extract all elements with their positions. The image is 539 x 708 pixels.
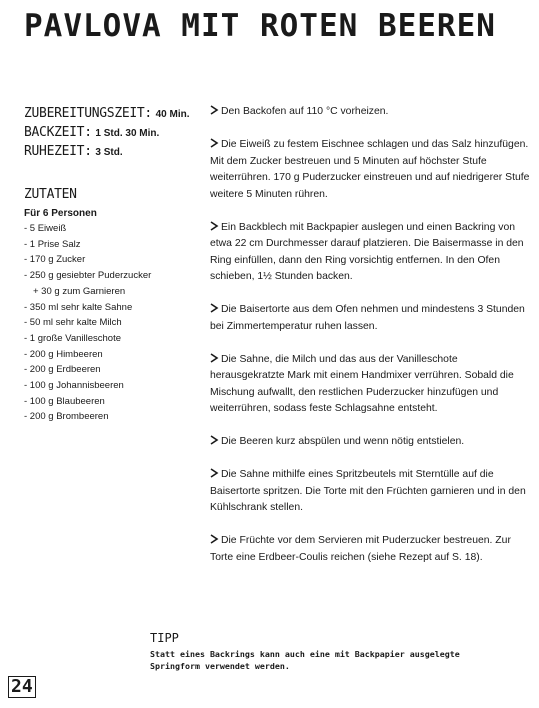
- ingredient-item: - 350 ml sehr kalte Sahne: [24, 301, 133, 313]
- ingredient-item: - 100 g Johannisbeeren: [24, 380, 124, 392]
- instructions-column: [210, 104, 530, 583]
- ingredient-item: - 100 g Blaubeeren: [24, 395, 105, 407]
- instruction-step: [210, 137, 530, 203]
- chevron-right-icon: [210, 303, 219, 313]
- instruction-step: [210, 533, 530, 566]
- chevron-right-icon: [210, 138, 219, 148]
- recipe-title: PAVLOVA MIT ROTEN BEEREN: [24, 8, 496, 44]
- ingredient-item: - 170 g Zucker: [24, 254, 86, 266]
- prep-time-label: ZUBEREITUNGSZEIT:: [24, 106, 152, 121]
- page-number: 24: [8, 676, 36, 698]
- ingredient-item: - 5 Eiweiß: [24, 223, 67, 234]
- instruction-text: Ein Backblech mit Backpapier auslegen und einen Backring von etwa 22 cm Durchmesser darauf platzieren. Die Baisermasse in den Ring einfüllen, dann den Ring vorsichtig entfernen. In den Ofen schieben, 1½ Stunden backen.: [210, 221, 524, 282]
- bake-time: [24, 123, 204, 142]
- instruction-text: Den Backofen auf 110 °C vorheizen.: [221, 106, 389, 117]
- ingredient-item: - 200 g Brombeeren: [24, 411, 109, 423]
- instruction-step: [210, 434, 530, 451]
- ingredient-item: - 1 Prise Salz: [24, 238, 81, 250]
- instruction-text: Die Sahne mithilfe eines Spritzbeutels mit Sterntülle auf die Baisertorte spritzen. Die Torte mit den Früchten garnieren und in den Kühlschrank stellen.: [210, 469, 526, 513]
- tip-text: Statt eines Backrings kann auch eine mit Backpapier ausgelegte Springform verwendet werden.: [150, 649, 460, 671]
- instruction-text: Die Sahne, die Milch und das aus der Vanilleschote herausgekratzte Mark mit einem Handmixer verrühren. Sobald die Mischung aufwallt, den restlichen Puderzucker hinzufügen und weiterrühren, sodass feste Schlagsahne entsteht.: [210, 353, 514, 414]
- instruction-text: Die Eiweiß zu festem Eischnee schlagen und das Salz hinzufügen. Mit dem Zucker bestreuen und 5 Minuten auf höchster Stufe weiterrühren. 170 g Puderzucker einstreuen und auf niedrigerer Stufe weitere 5 Minuten rühren.: [210, 139, 530, 200]
- prep-time-value: 40 Min.: [155, 109, 190, 120]
- chevron-right-icon: [210, 435, 219, 445]
- instruction-step: [210, 352, 530, 418]
- rest-time-label: RUHEZEIT:: [24, 144, 92, 159]
- tip-box: [150, 631, 510, 672]
- instruction-step: [210, 220, 530, 286]
- bake-time-label: BACKZEIT:: [24, 125, 92, 140]
- ingredients-heading: ZUTATEN: [24, 187, 77, 202]
- prep-time: [24, 104, 204, 123]
- instruction-text: Die Baisertorte aus dem Ofen nehmen und mindestens 3 Stunden bei Zimmertemperatur ruhen lassen.: [210, 304, 525, 332]
- tip-heading: TIPP: [150, 631, 179, 645]
- chevron-right-icon: [210, 468, 219, 478]
- instruction-step: [210, 302, 530, 335]
- chevron-right-icon: [210, 105, 219, 115]
- ingredient-list: [24, 221, 204, 425]
- instruction-step: [210, 467, 530, 517]
- chevron-right-icon: [210, 534, 219, 544]
- chevron-right-icon: [210, 353, 219, 363]
- ingredient-item: - 50 ml sehr kalte Milch: [24, 317, 122, 329]
- instruction-step: [210, 104, 530, 121]
- ingredient-item: + 30 g zum Garnieren: [33, 285, 126, 297]
- ingredient-item: - 250 g gesiebter Puderzucker: [24, 270, 152, 282]
- instruction-text: Die Früchte vor dem Servieren mit Puderzucker bestreuen. Zur Torte eine Erdbeer-Coulis reichen (siehe Rezept auf S. 18).: [210, 535, 511, 563]
- ingredient-item: - 200 g Himbeeren: [24, 348, 103, 360]
- rest-time: [24, 142, 204, 161]
- servings: Für 6 Personen: [24, 208, 97, 219]
- recipe-meta-column: [24, 104, 204, 425]
- rest-time-value: 3 Std.: [95, 147, 123, 158]
- ingredient-item: - 1 große Vanilleschote: [24, 332, 121, 344]
- instruction-text: Die Beeren kurz abspülen und wenn nötig entstielen.: [221, 436, 465, 447]
- bake-time-value: 1 Std. 30 Min.: [95, 128, 160, 139]
- chevron-right-icon: [210, 221, 219, 231]
- ingredient-item: - 200 g Erdbeeren: [24, 364, 101, 376]
